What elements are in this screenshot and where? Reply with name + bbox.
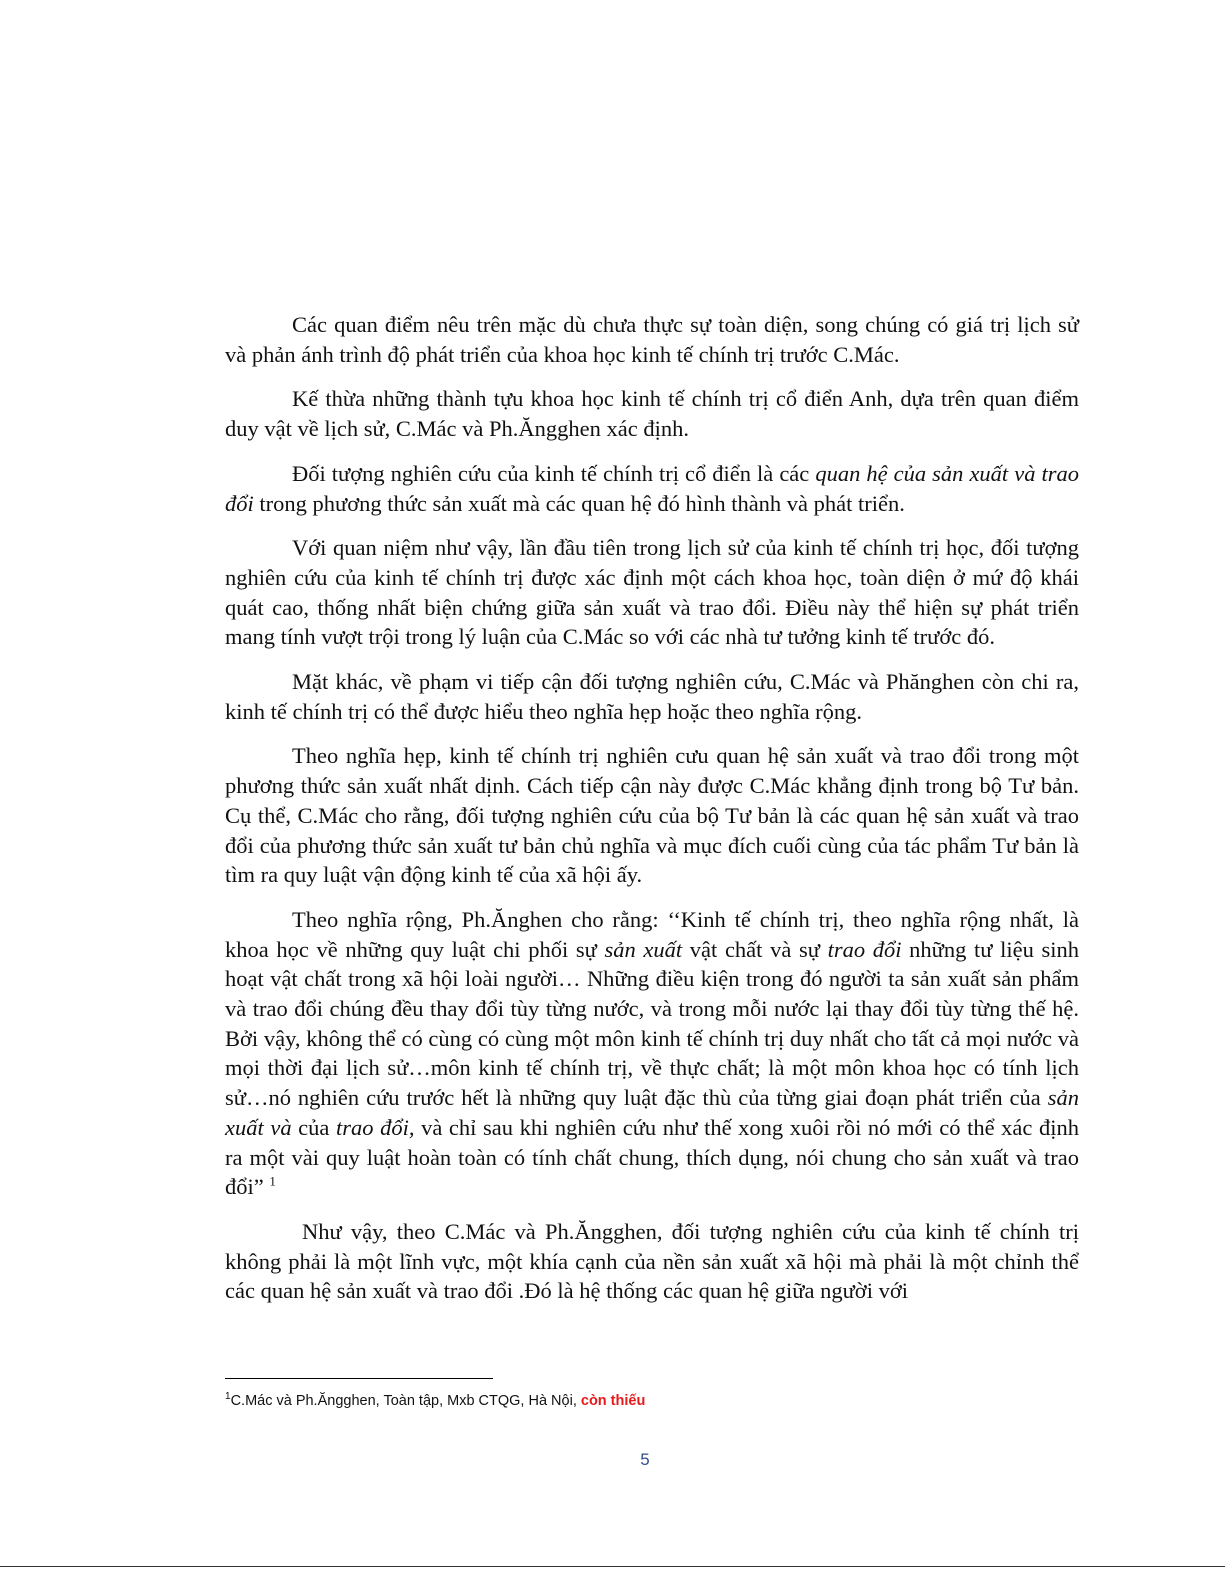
footnote-marker: 1: [225, 1391, 231, 1402]
text-run: Kế thừa những thành tựu khoa học kinh tế chính trị cổ điển Anh, dựa trên quan điểm duy vật về lịch sử, C.Mác và Ph.Ăngghen xác định.: [225, 386, 1079, 442]
italic-phrase: quan hệ của sản xuất và trao đổi: [225, 460, 1079, 516]
italic-phrase: trao đổi,: [336, 1114, 415, 1140]
footnote-separator: [225, 1378, 493, 1379]
text-run: Mặt khác, về phạm vi tiếp cận đối tượng nghiên cứu, C.Mác và Phănghen còn chi ra, kinh tế chính trị có thể được hiểu theo nghĩa hẹp hoặc theo nghĩa rộng.: [225, 669, 1079, 724]
text-run: vật chất và sự: [682, 936, 828, 962]
paragraph: [225, 1217, 1079, 1306]
footnote-missing-label: còn thiếu: [580, 1392, 646, 1409]
body-text: [225, 310, 1079, 1321]
text-run: Theo nghĩa hẹp, kinh tế chính trị nghiên cưu quan hệ sản xuất và trao đổi trong một phương thức sản xuất nhất dịnh. Cách tiếp cận này được C.Mác khẳng định trong bộ Tư bản. Cụ thể, C.Mác cho rằng, đối tượng nghiên cứu của bộ Tư bản là các quan hệ sản xuất và trao đổi của phương thức sản xuất tư bản chủ nghĩa và mục đích cuối cùng của tác phẩm Tư bản là tìm ra quy luật vận động kinh tế của xã hội ấy.: [225, 743, 1079, 888]
text-run: Theo nghĩa rộng, Ph.Ănghen cho rằng: ‘‘Kinh tế chính trị, theo nghĩa rộng nhất, là khoa học về những quy luật chi phối sự: [225, 906, 1079, 962]
page-number: 5: [640, 1450, 650, 1469]
paragraph: [225, 459, 1079, 518]
text-run: Với quan niệm như vậy, lần đầu tiên trong lịch sử của kinh tế chính trị học, đối tượng nghiên cứu của kinh tế chính trị được xác định một cách khoa học, toàn diện ở mứ độ khái quát cao, thống nhất biện chứng giữa sản xuất và trao đổi. Điều này thể hiện sự phát triển mang tính vượt trội trong lý luận của C.Mác so với các nhà tư tưởng kinh tế trước đó.: [225, 535, 1079, 650]
text-run: của: [291, 1114, 336, 1140]
italic-phrase: sản xuất: [604, 936, 683, 962]
paragraph: [225, 533, 1079, 652]
text-run: những tư liệu sinh hoạt vật chất trong xã hội loài người… Những điều kiện trong đó người ta sản xuất sản phẩm và trao đổi chúng đều thay đổi tùy từng nước, và trong mỗi nước lại thay đổi tùy từng thế hệ. Bởi vậy, không thể có cùng có cùng một môn kinh tế chính trị duy nhất cho tất cả mọi nước và mọi thời đại lịch sử…môn kinh tế chính trị, về thực chất; là một môn khoa học có tính lịch sử…nó nghiên cứu trước hết là những quy luật đặc thù của từng giai đoạn phát triển của: [225, 936, 1080, 1111]
italic-phrase: sản xuất và: [225, 1085, 1079, 1140]
text-run: Như vậy, theo C.Mác và Ph.Ăngghen, đối tượng nghiên cứu của kinh tế chính trị không phải là một lĩnh vực, một khía cạnh của nền sản xuất xã hội mà phải là một chỉnh thể các quan hệ sản xuất và trao đổi .Đó là hệ thống các quan hệ giữa người với: [225, 1218, 1079, 1304]
page-bottom-rule: [0, 1566, 1225, 1567]
text-run: Đối tượng nghiên cứu của kinh tế chính trị cổ điển là các: [292, 460, 816, 486]
footnote: [225, 1391, 1079, 1409]
footnote-reference: 1: [269, 1173, 276, 1189]
paragraph: [225, 384, 1079, 443]
paragraph: [225, 905, 1079, 1202]
paragraph: [225, 667, 1079, 726]
paragraph: [225, 310, 1079, 369]
text-run: và chỉ sau khi nghiên cứu như thế xong xuôi rồi nó mới có thể xác định ra một vài quy luật hoàn toàn có tính chất chung, thích dụng, nói chung cho sản xuất và trao đổi”: [225, 1114, 1079, 1200]
text-run: Các quan điểm nêu trên mặc dù chưa thực sự toàn diện, song chúng có giá trị lịch sử và phản ánh trình độ phát triển của khoa học kinh tế chính trị trước C.Mác.: [225, 312, 1079, 367]
footnote-text: C.Mác và Ph.Ăngghen, Toàn tập, Mxb CTQG, Hà Nội,: [230, 1392, 581, 1409]
paragraph: [225, 741, 1079, 890]
italic-phrase: trao đổi: [827, 936, 902, 962]
text-run: trong phương thức sản xuất mà các quan hệ đó hình thành và phát triển.: [253, 490, 905, 516]
